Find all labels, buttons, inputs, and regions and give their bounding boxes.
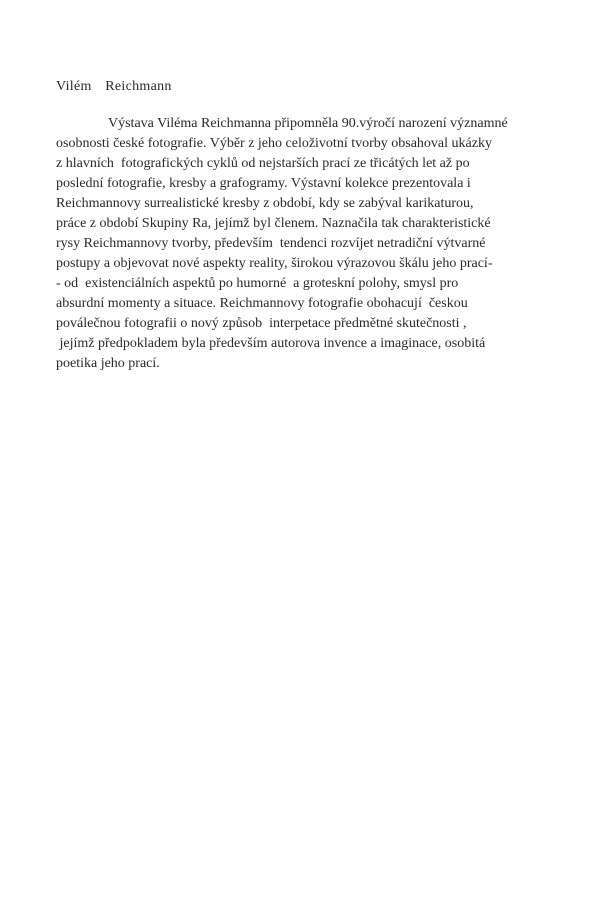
paragraph-line: poválečnou fotografii o nový způsob interpetace předmětné skutečnosti , — [56, 316, 467, 331]
paragraph-line: Reichmannovy surrealistické kresby z období, kdy se zabýval karikaturou, — [56, 196, 474, 211]
paragraph-line: Výstava Viléma Reichmanna připomněla 90.výročí narození významné — [108, 116, 508, 131]
paragraph-line: z hlavních fotografických cyklů od nejstarších prací ze třicátých let až po — [56, 156, 470, 171]
paragraph-line: poslední fotografie, kresby a grafogramy. Výstavní kolekce prezentovala i — [56, 176, 471, 191]
paragraph-line: poetika jeho prací. — [56, 356, 160, 371]
paragraph-line: osobnosti české fotografie. Výběr z jeho celoživotní tvorby obsahoval ukázky — [56, 136, 492, 151]
author-heading: Vilém Reichmann — [56, 79, 172, 94]
paragraph-line: absurdní momenty a situace. Reichmannovy fotografie obohacují českou — [56, 296, 468, 311]
paragraph-line: rysy Reichmannovy tvorby, především tendenci rozvíjet netradiční výtvarné — [56, 236, 486, 251]
paragraph-line: jejímž předpokladem byla především autorova invence a imaginace, osobitá — [56, 336, 486, 351]
paragraph-line: - od existenciálních aspektů po humorné a groteskní polohy, smysl pro — [56, 276, 459, 291]
paragraph-line: práce z období Skupiny Ra, jejímž byl členem. Naznačila tak charakteristické — [56, 216, 491, 231]
body-paragraph — [56, 114, 556, 374]
paragraph-line: postupy a objevovat nové aspekty reality, širokou výrazovou škálu jeho prací- — [56, 256, 493, 271]
